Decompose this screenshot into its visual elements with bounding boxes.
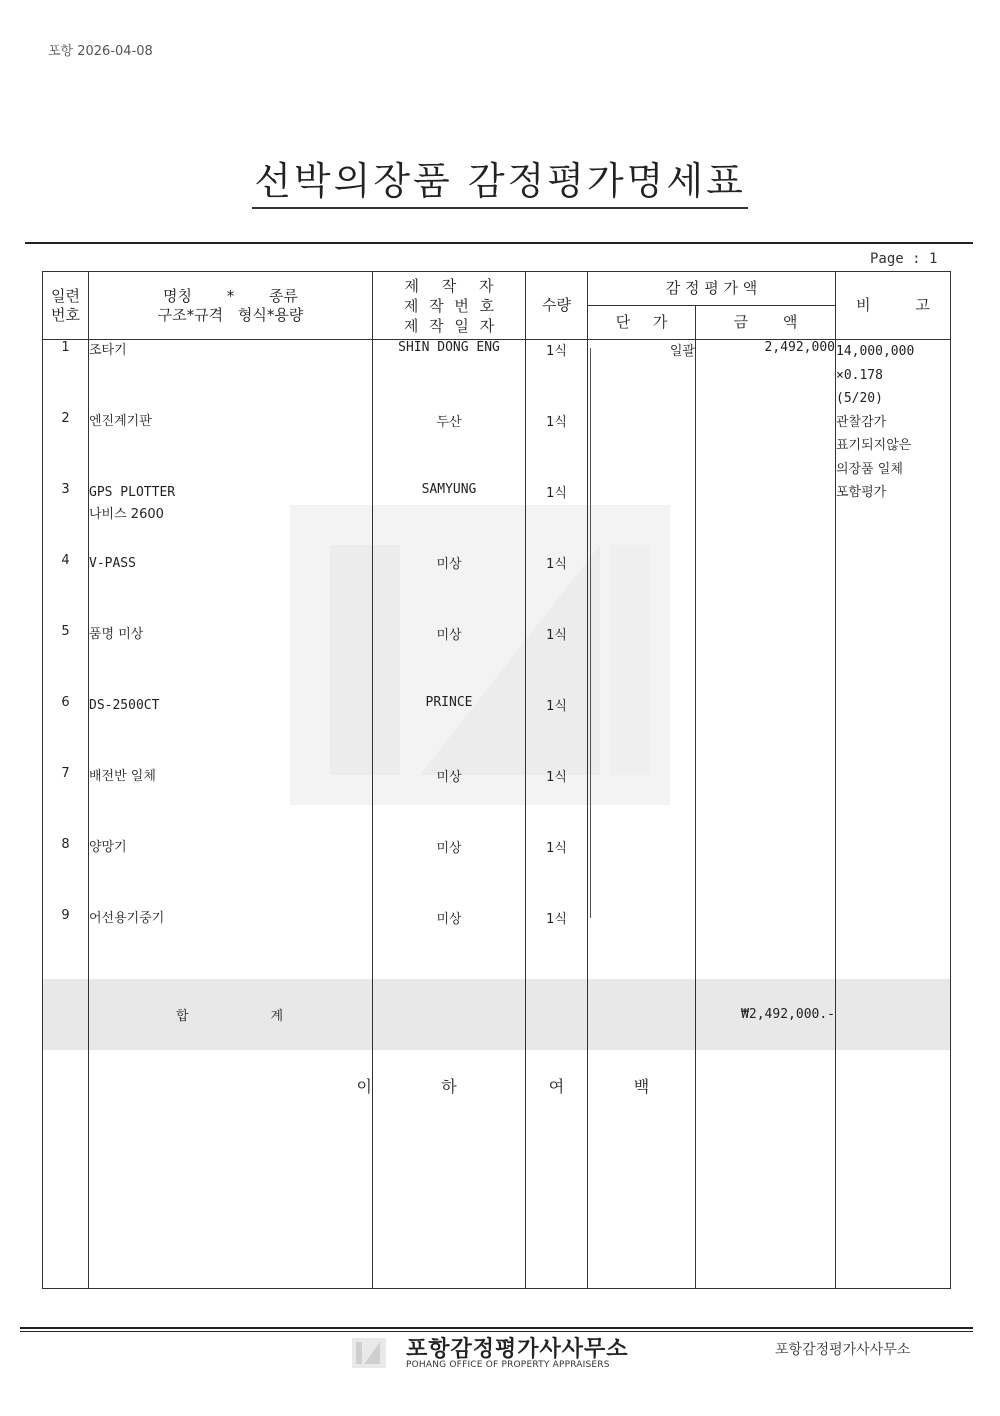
- office-name: 포항감정평가사사무소: [406, 1337, 629, 1362]
- amount-cell: [696, 766, 836, 837]
- serial-cell: 9: [43, 908, 89, 979]
- end-mark-3: 여: [526, 1050, 588, 1121]
- maker-cell: SAMYUNG: [373, 482, 526, 553]
- maker-cell: 미상: [373, 553, 526, 624]
- serial-cell: 1: [43, 340, 89, 412]
- unit-price-cell: [588, 624, 696, 695]
- end-mark-4: 백: [588, 1050, 696, 1121]
- amount-cell: [696, 695, 836, 766]
- header-stamp: 포항 2026-04-08: [48, 44, 153, 59]
- serial-cell: 3: [43, 482, 89, 553]
- item-name-cell: 배전반 일체: [89, 766, 373, 837]
- total-label: 합 계: [89, 979, 373, 1050]
- table-row: [43, 340, 951, 412]
- serial-cell: 6: [43, 695, 89, 766]
- quantity-cell: 1식: [526, 908, 588, 979]
- maker-cell: SHIN DONG ENG: [373, 340, 526, 412]
- amount-cell: [696, 837, 836, 908]
- serial-cell: 5: [43, 624, 89, 695]
- remarks-line: 포함평가: [836, 485, 887, 500]
- item-name-cell: 품명 미상: [89, 624, 373, 695]
- header-serial: 일련 번호: [43, 272, 89, 340]
- blank-row: [43, 1121, 951, 1289]
- quantity-cell: 1식: [526, 624, 588, 695]
- end-mark-2: 하: [373, 1050, 526, 1121]
- serial-cell: 2: [43, 411, 89, 482]
- unit-price-cell: [588, 553, 696, 624]
- item-name-cell: 양망기: [89, 837, 373, 908]
- remarks-line: 관찰감가: [836, 414, 887, 430]
- office-logo-icon: [352, 1338, 386, 1368]
- header-unit-price: 단 가: [588, 306, 696, 340]
- quantity-cell: 1식: [526, 766, 588, 837]
- end-mark-1: 이: [89, 1050, 373, 1121]
- item-name-cell: V-PASS: [89, 553, 373, 624]
- header-amount: 금 액: [696, 306, 836, 340]
- amount-cell: [696, 624, 836, 695]
- remarks-line: ×0.178: [836, 367, 883, 383]
- item-spec-line: 나비스 2600: [89, 507, 164, 522]
- footer-divider: [20, 1327, 973, 1329]
- serial-cell: 4: [43, 553, 89, 624]
- table-row: [43, 908, 951, 979]
- amount-cell: 2,492,000: [696, 340, 836, 412]
- unit-price-cell: [588, 766, 696, 837]
- remarks-cell: [836, 340, 951, 980]
- amount-cell: [696, 411, 836, 482]
- end-of-list-row: [43, 1050, 951, 1121]
- page-number: Page : 1: [870, 251, 938, 267]
- unit-price-cell: 일괄: [588, 340, 696, 412]
- quantity-cell: 1식: [526, 482, 588, 553]
- maker-cell: 미상: [373, 766, 526, 837]
- quantity-cell: 1식: [526, 553, 588, 624]
- table-row: [43, 766, 951, 837]
- table-row: [43, 624, 951, 695]
- office-name-right: 포항감정평가사사무소: [775, 1342, 911, 1358]
- lump-sum-bracket: [590, 348, 594, 918]
- item-name-cell: 엔진계기판: [89, 411, 373, 482]
- appraisal-table: [42, 271, 951, 1289]
- maker-cell: 미상: [373, 908, 526, 979]
- document-title: 선박의장품 감정평가명세표: [0, 150, 1000, 205]
- serial-cell: 8: [43, 837, 89, 908]
- amount-cell: [696, 908, 836, 979]
- quantity-cell: 1식: [526, 837, 588, 908]
- unit-price-cell: [588, 908, 696, 979]
- quantity-cell: 1식: [526, 695, 588, 766]
- table-row: [43, 482, 951, 553]
- item-name-cell: 어선용기중기: [89, 908, 373, 979]
- total-row: [43, 979, 951, 1050]
- table-row: [43, 837, 951, 908]
- item-name-cell: [89, 482, 373, 553]
- remarks-line: (5/20): [836, 391, 883, 406]
- remarks-line: 표기되지않은: [836, 438, 912, 453]
- amount-cell: [696, 553, 836, 624]
- remarks-line: 14,000,000: [836, 344, 915, 359]
- maker-cell: 미상: [373, 624, 526, 695]
- item-name-line: GPS PLOTTER: [89, 485, 176, 500]
- unit-price-cell: [588, 482, 696, 553]
- table-row: [43, 553, 951, 624]
- table-row: [43, 411, 951, 482]
- amount-cell: [696, 482, 836, 553]
- header-quantity: 수량: [526, 272, 588, 340]
- office-name-english: POHANG OFFICE OF PROPERTY APPRAISERS: [406, 1360, 610, 1370]
- header-name: 명칭 * 종류 구조*규격 형식*용량: [89, 272, 373, 340]
- unit-price-cell: [588, 411, 696, 482]
- maker-cell: PRINCE: [373, 695, 526, 766]
- total-amount: ₩2,492,000.-: [696, 979, 836, 1050]
- item-name-cell: DS-2500CT: [89, 695, 373, 766]
- unit-price-cell: [588, 837, 696, 908]
- remarks-line: 의장품 일체: [836, 461, 903, 477]
- header-remarks: 비 고: [836, 272, 951, 340]
- header-valuation: 감 정 평 가 액: [588, 272, 836, 306]
- serial-cell: 7: [43, 766, 89, 837]
- quantity-cell: 1식: [526, 340, 588, 412]
- unit-price-cell: [588, 695, 696, 766]
- maker-cell: 미상: [373, 837, 526, 908]
- header-maker: 제 작 자 제 작 번 호 제 작 일 자: [373, 272, 526, 340]
- table-row: [43, 695, 951, 766]
- top-divider: [25, 242, 973, 244]
- quantity-cell: 1식: [526, 411, 588, 482]
- item-name-cell: 조타기: [89, 340, 373, 412]
- maker-cell: 두산: [373, 411, 526, 482]
